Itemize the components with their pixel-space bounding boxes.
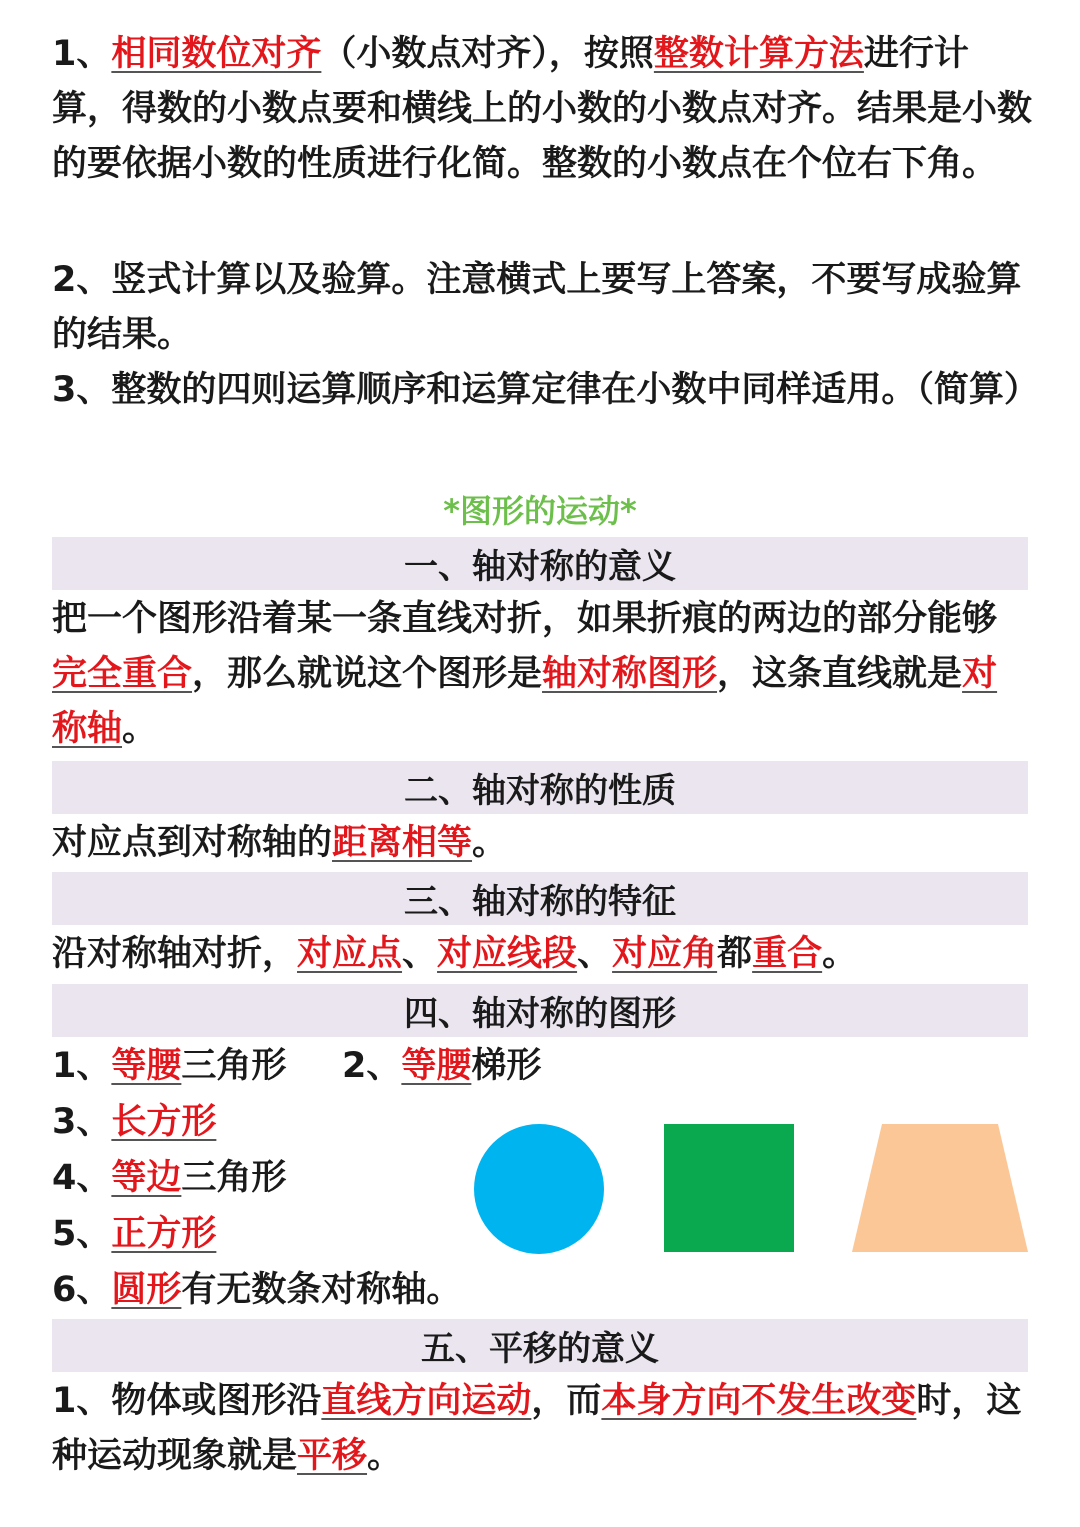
highlight-term: 正方形 <box>111 1214 217 1254</box>
trapezoid-polygon <box>852 1124 1028 1252</box>
highlight-term: 距离相等 <box>332 823 473 863</box>
text-segment: 把一个图形沿着某一条直线对折，如果折痕的两边的部分能够 <box>52 599 998 639</box>
text-segment: 、 <box>577 934 613 974</box>
text-segment: 进行计算，得数的小数点要和横线上的小数的小数点对齐。结果是小数的要依据小数的性质进行化简。整数的小数点在个位右下角。 <box>52 34 1033 184</box>
item-number: 2、 <box>342 1046 402 1086</box>
item-number: 1、 <box>52 34 112 74</box>
translation-meaning-body <box>52 1374 1032 1484</box>
highlight-term: 相同数位对齐 <box>111 34 322 74</box>
text-segment: ，那么就说这个图形是 <box>192 654 543 694</box>
item-number: 3、 <box>52 1102 112 1142</box>
axial-symmetry-property-body <box>52 816 1032 871</box>
text-segment: 。 <box>122 709 158 749</box>
text-segment: 。 <box>472 823 508 863</box>
text-segment: （小数点对齐），按照 <box>321 34 654 74</box>
header-axial-symmetry-feature: 三、轴对称的特征 <box>52 872 1028 925</box>
header-axial-symmetry-shapes: 四、轴对称的图形 <box>52 984 1028 1037</box>
header-axial-symmetry-meaning: 一、轴对称的意义 <box>52 537 1028 590</box>
highlight-term: 对应线段 <box>437 934 578 974</box>
trapezoid-shape <box>852 1124 1028 1252</box>
shape-item-6 <box>52 1263 552 1318</box>
text-segment: 对应点到对称轴的 <box>52 823 333 863</box>
shape-item-1 <box>52 1039 352 1094</box>
intro-paragraph-1 <box>52 27 1032 192</box>
highlight-term: 整数计算方法 <box>653 34 864 74</box>
text-segment: 、 <box>402 934 438 974</box>
item-number: 5、 <box>52 1214 112 1254</box>
item-number: 6、 <box>52 1270 112 1310</box>
shape-item-3 <box>52 1095 452 1150</box>
highlight-term: 直线方向运动 <box>321 1381 532 1421</box>
highlight-term: 重合 <box>752 934 823 974</box>
section-title: *图形的运动* <box>443 492 637 530</box>
item-number: 1、 <box>52 1046 112 1086</box>
highlight-term: 完全重合 <box>52 654 193 694</box>
text-segment: 梯形 <box>471 1046 542 1086</box>
shape-item-5 <box>52 1207 452 1262</box>
circle-shape <box>474 1124 604 1254</box>
text-segment: 。 <box>367 1436 403 1476</box>
text-segment: 三角形 <box>181 1046 287 1086</box>
shape-item-4 <box>52 1151 452 1206</box>
highlight-term: 本身方向不发生改变 <box>601 1381 917 1421</box>
axial-symmetry-meaning-body <box>52 592 1032 757</box>
text-segment: 时，这种运动现象就是 <box>52 1381 1022 1476</box>
intro-paragraph-2: 2、竖式计算以及验算。注意横式上要写上答案，不要写成验算的结果。 <box>52 260 1022 355</box>
highlight-term: 轴对称图形 <box>542 654 718 694</box>
text-segment: 。 <box>822 934 858 974</box>
shape-item-2 <box>342 1039 642 1094</box>
highlight-term: 对应角 <box>612 934 718 974</box>
highlight-term: 等腰 <box>111 1046 182 1086</box>
item-number: 4、 <box>52 1158 112 1198</box>
highlight-term: 等边 <box>111 1158 182 1198</box>
highlight-term: 平移 <box>297 1436 368 1476</box>
highlight-term: 圆形 <box>111 1270 182 1310</box>
text-segment: ，这条直线就是 <box>717 654 963 694</box>
header-translation-meaning: 五、平移的意义 <box>52 1319 1028 1372</box>
text-segment: ，而 <box>531 1381 602 1421</box>
text-segment: 都 <box>717 934 753 974</box>
text-segment: 1、物体或图形沿 <box>52 1381 322 1421</box>
text-segment: 有无数条对称轴。 <box>181 1270 462 1310</box>
highlight-term: 对称轴 <box>52 654 998 749</box>
text-segment: 三角形 <box>181 1158 287 1198</box>
highlight-term: 等腰 <box>401 1046 472 1086</box>
highlight-term: 长方形 <box>111 1102 217 1142</box>
axial-symmetry-feature-body <box>52 927 1032 982</box>
text-segment: 沿对称轴对折， <box>52 934 298 974</box>
intro-paragraph-3: 3、整数的四则运算顺序和运算定律在小数中同样适用。（简算） <box>52 370 1039 410</box>
header-axial-symmetry-property: 二、轴对称的性质 <box>52 761 1028 814</box>
square-shape <box>664 1124 794 1252</box>
highlight-term: 对应点 <box>297 934 403 974</box>
